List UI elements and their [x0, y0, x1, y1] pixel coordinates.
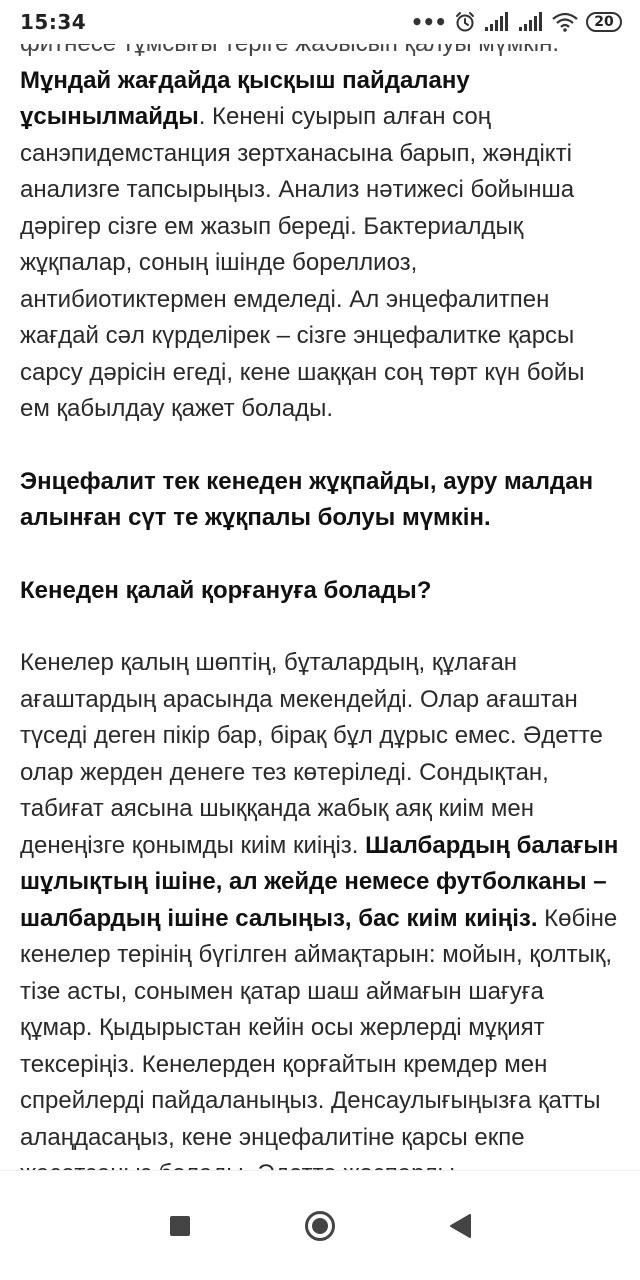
- section-heading-text: Кенеден қалай қорғануға болады?: [20, 576, 432, 604]
- paragraph-milk-warning-bold: Энцефалит тек кенеден жұқпайды, ауру малдан алынған сүт те жұқпалы болуы мүмкін.: [20, 467, 594, 531]
- paragraph-milk-warning: [20, 464, 620, 537]
- battery-icon: 20: [586, 12, 622, 32]
- navigation-bar: [0, 1170, 640, 1280]
- paragraph-removal-bold: Мұндай жағдайда қысқыш пайдалану ұсынылмайды: [20, 66, 470, 130]
- paragraph-protection-rest: Көбіне кенелер терінің бүгілген аймақтарын: мойын, қолтық, тізе асты, сонымен қатар шаш аймағын шағуға құмар. Қыдырыстан кейін осы жерлерді мұқият тексеріңіз. Кенелерден қорғайтын кремдер мен спрейлерді пайдаланыңыз. Денсаулығыңызға қатты алаңдасаңыз, кене энцефалитіне қарсы екпе: [20, 904, 618, 1151]
- article-content: [0, 26, 640, 1170]
- back-triangle-icon: [448, 1213, 472, 1239]
- recents-button[interactable]: [150, 1196, 210, 1256]
- paragraph-removal: [20, 63, 620, 428]
- section-heading: [20, 573, 620, 610]
- status-bar: [0, 0, 640, 44]
- paragraph-removal-text: . Кенені суырып алған соң санэпидемстанция зертханасына барып, жәндікті анализге тапсырыңыз. Анализ нәтижесі бойынша дәрігер сізге ем жазып береді. Бактериалдық жұқпалар, соның ішінде бореллиоз, антибиотиктермен емделеді. Ал энцефалитпен жағдай сәл күрделірек – сізге энцефалитке қарсы сарсу дәрісін егеді, кене шаққан соң төрт күн бойы ем қабылдау қажет болады.: [20, 103, 585, 422]
- home-button[interactable]: [290, 1196, 350, 1256]
- home-circle-icon: [304, 1210, 336, 1242]
- status-icons: [411, 10, 622, 34]
- more-dots-icon: •••: [410, 10, 446, 34]
- signal-icon: [484, 12, 510, 32]
- paragraph-protection: [20, 645, 620, 1193]
- signal-icon: [518, 12, 544, 32]
- recents-square-icon: [168, 1214, 192, 1238]
- wifi-icon: [552, 12, 578, 32]
- paragraph-protection-bold: Шалбардың балағын шұлықтың ішіне, ал жейде немесе футболканы – шалбардың ішіне салыңыз, бас киім киіңіз.: [20, 831, 619, 932]
- back-button[interactable]: [430, 1196, 490, 1256]
- paragraph-protection-text: Кенелер қалың шөптің, бұталардың, құлаған ағаштардың арасында мекендейді. Олар ағаштан түседі деген пікір бар, бірақ бұл дұрыс емес. Әдетте олар жерден денеге тез көтеріледі. Сондықтан, табиғат аясына шыққанда жабық аяқ киім мен денеңізге қонымды киім киіңіз.: [20, 649, 603, 859]
- alarm-icon: [454, 11, 476, 33]
- status-time: 15:34: [20, 10, 87, 34]
